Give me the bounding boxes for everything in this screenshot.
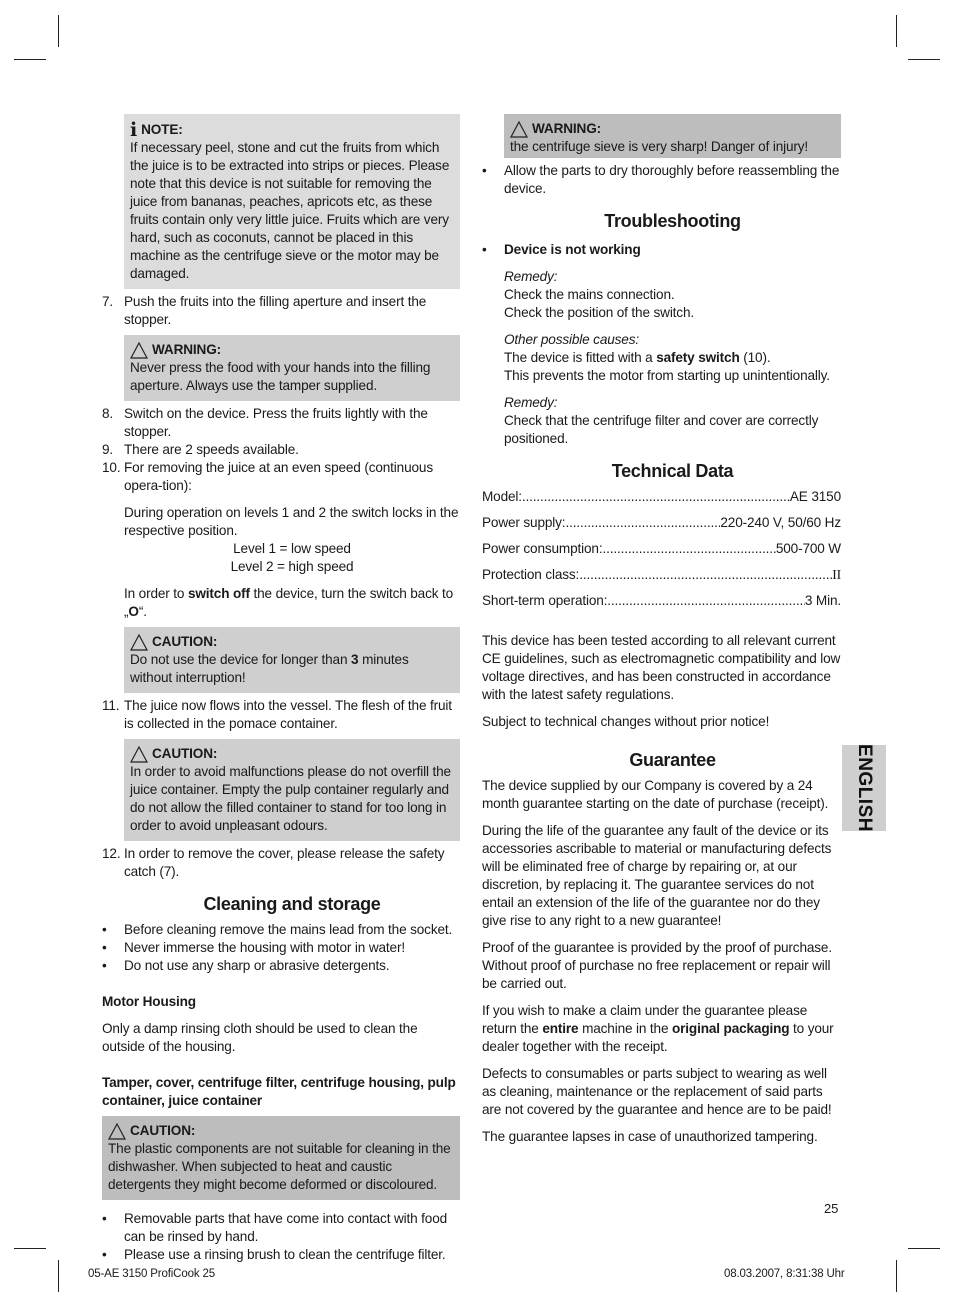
list-item: • Please use a rinsing brush to clean the centrifuge filter. xyxy=(102,1247,446,1262)
guarantee-heading: Guarantee xyxy=(629,750,716,770)
table-row: Model: ..... AE 3150 xyxy=(482,488,841,514)
motor-housing-text: Only a damp rinsing cloth should be used to clean the outside of the housing. xyxy=(102,1021,418,1054)
table-row: Power consumption: ..... 500-700 W xyxy=(482,540,841,566)
other-causes-label: Other possible causes: xyxy=(504,332,639,347)
language-tab-label: ENGLISH xyxy=(854,744,875,832)
list-item: • Never immerse the housing with motor in water! xyxy=(102,940,405,955)
caution-box xyxy=(124,627,460,693)
language-tab xyxy=(842,745,886,831)
crop-mark xyxy=(896,1260,897,1292)
table-row: Power supply: ..... 220-240 V, 50/60 Hz xyxy=(482,514,841,540)
caution-title: CAUTION: xyxy=(130,1123,196,1138)
subject-text: Subject to technical changes without prior notice! xyxy=(482,714,770,729)
technical-data-table xyxy=(482,488,841,618)
caution-title: CAUTION: xyxy=(152,634,218,649)
warning-triangle-icon xyxy=(510,121,528,138)
remedy-label: Remedy: xyxy=(504,269,558,284)
guarantee-paragraph: During the life of the guarantee any fault of the device or its accessories ascribable to material or manufacturing defects will be eliminated free of charge by repairing or, at our discretion, by replacing it. The guarantee services do not entail an extension of the life of the guarantee nor do they give rise to any right to a new guarantee! xyxy=(482,823,832,928)
warning-text: Never press the food with your hands into the filling aperture. Always use the tamper supplied. xyxy=(130,360,431,393)
caution-text: Do not use the device for longer than 3 minutes without interruption! xyxy=(130,652,409,685)
list-item: • Before cleaning remove the mains lead from the socket. xyxy=(102,922,453,937)
caution-text: In order to avoid malfunctions please do not overfill the juice container. Empty the pulp container regularly and do not allow the filled container to stand for too long in order to avoid unpleasant odours. xyxy=(130,764,451,833)
crop-mark xyxy=(908,59,940,60)
crop-mark xyxy=(896,15,897,47)
caution-title: CAUTION: xyxy=(152,746,218,761)
guarantee-paragraph: If you wish to make a claim under the guarantee please return the entire machine in the original packaging to your dealer together with the receipt. xyxy=(482,1003,834,1054)
step-10: 10. For removing the juice at an even speed (continuous opera-tion): xyxy=(102,460,433,493)
motor-housing-heading: Motor Housing xyxy=(102,994,196,1009)
warning-triangle-icon xyxy=(130,746,148,763)
info-icon: i xyxy=(130,119,138,141)
guarantee-paragraph: Proof of the guarantee is provided by the proof of purchase. Without proof of purchase no free replacement or repair will be carried out. xyxy=(482,940,832,991)
remedy-label: Remedy: xyxy=(504,395,558,410)
step-11: 11. The juice now flows into the vessel. The flesh of the fruit is collected in the pomace container. xyxy=(102,698,452,731)
list-item: • Allow the parts to dry thoroughly before reassembling the device. xyxy=(482,163,840,196)
warning-triangle-icon xyxy=(130,634,148,651)
level-1: Level 1 = low speed xyxy=(233,541,351,556)
remedy-line: Check the position of the switch. xyxy=(504,305,694,320)
crop-mark xyxy=(908,1248,940,1249)
safety-switch-text: The device is fitted with a safety switch (10). xyxy=(504,350,771,365)
caution-box xyxy=(124,739,460,841)
right-column xyxy=(482,114,841,1146)
guarantee-paragraph: The guarantee lapses in case of unauthorized tampering. xyxy=(482,1129,818,1144)
crop-mark xyxy=(58,1260,59,1292)
cleaning-heading: Cleaning and storage xyxy=(203,894,381,914)
remedy-text: Check that the centrifuge filter and cover are correctly positioned. xyxy=(504,413,819,446)
levels-intro: During operation on levels 1 and 2 the switch locks in the respective position. xyxy=(124,505,459,538)
crop-mark xyxy=(58,15,59,47)
warning-title: WARNING: xyxy=(152,342,222,357)
warning-box xyxy=(504,114,841,158)
table-row: Protection class: ..... II xyxy=(482,566,841,592)
footer-left: 05-AE 3150 ProfiCook 25 xyxy=(88,1268,215,1280)
prevents-text: This prevents the motor from starting up unintentionally. xyxy=(504,368,830,383)
warning-text: the centrifuge sieve is very sharp! Danger of injury! xyxy=(510,139,809,154)
caution-box xyxy=(102,1116,460,1200)
warning-title: WARNING: xyxy=(532,121,602,136)
page-number: 25 xyxy=(824,1201,839,1216)
note-title: i NOTE: xyxy=(130,119,183,141)
level-2: Level 2 = high speed xyxy=(230,559,354,574)
crop-mark xyxy=(14,59,46,60)
list-item: • Removable parts that have come into contact with food can be rinsed by hand. xyxy=(102,1211,448,1244)
parts-heading: Tamper, cover, centrifuge filter, centrifuge housing, pulp container, juice container xyxy=(102,1075,456,1108)
guarantee-paragraph: Defects to consumables or parts subject to wearing as well as cleaning, maintenance or the replacement of said parts are not covered by the guarantee and hence are to be paid! xyxy=(482,1066,832,1117)
remedy-line: Check the mains connection. xyxy=(504,287,675,302)
warning-box xyxy=(124,335,460,401)
technical-data-heading: Technical Data xyxy=(611,461,734,481)
crop-mark xyxy=(14,1248,46,1249)
step-12: 12. In order to remove the cover, please release the safety catch (7). xyxy=(102,846,445,879)
left-column xyxy=(102,114,460,1264)
note-box xyxy=(124,114,460,289)
list-item: • Device is not working xyxy=(482,242,641,257)
step-8: 8. Switch on the device. Press the fruits lightly with the stopper. xyxy=(102,406,428,439)
warning-triangle-icon xyxy=(108,1123,126,1140)
step-9: 9. There are 2 speeds available. xyxy=(102,442,299,457)
guarantee-paragraph: The device supplied by our Company is covered by a 24 month guarantee starting on the date of purchase (receipt). xyxy=(482,778,829,811)
list-item: • Do not use any sharp or abrasive detergents. xyxy=(102,958,390,973)
step-7: 7. Push the fruits into the filling aperture and insert the stopper. xyxy=(102,294,427,327)
troubleshooting-heading: Troubleshooting xyxy=(604,211,741,231)
switch-off-text: In order to switch off the device, turn the switch back to „O“. xyxy=(124,586,454,619)
warning-triangle-icon xyxy=(130,342,148,359)
caution-text: The plastic components are not suitable for cleaning in the dishwasher. When subjected to heat and caustic detergents they might become deformed or discoloured. xyxy=(108,1141,451,1192)
table-row: Short-term operation: ..... 3 Min. xyxy=(482,592,841,618)
note-text: If necessary peel, stone and cut the fruits from which the juice is to be extracted into strips or pieces. Please note that this device is not suitable for removing the juice from bananas, peaches, apricots etc, as these fruits contain only very little juice. Fruits which are very hard, such as coconuts, cannot be placed in this machine as the centrifuge sieve or the motor may be damaged. xyxy=(130,140,450,281)
footer-right: 08.03.2007, 8:31:38 Uhr xyxy=(724,1268,845,1280)
ce-text: This device has been tested according to all relevant current CE guidelines, such as electromagnetic compatibility and low voltage directives, and has been constructed in accordance with the latest safety regulations. xyxy=(482,633,841,702)
